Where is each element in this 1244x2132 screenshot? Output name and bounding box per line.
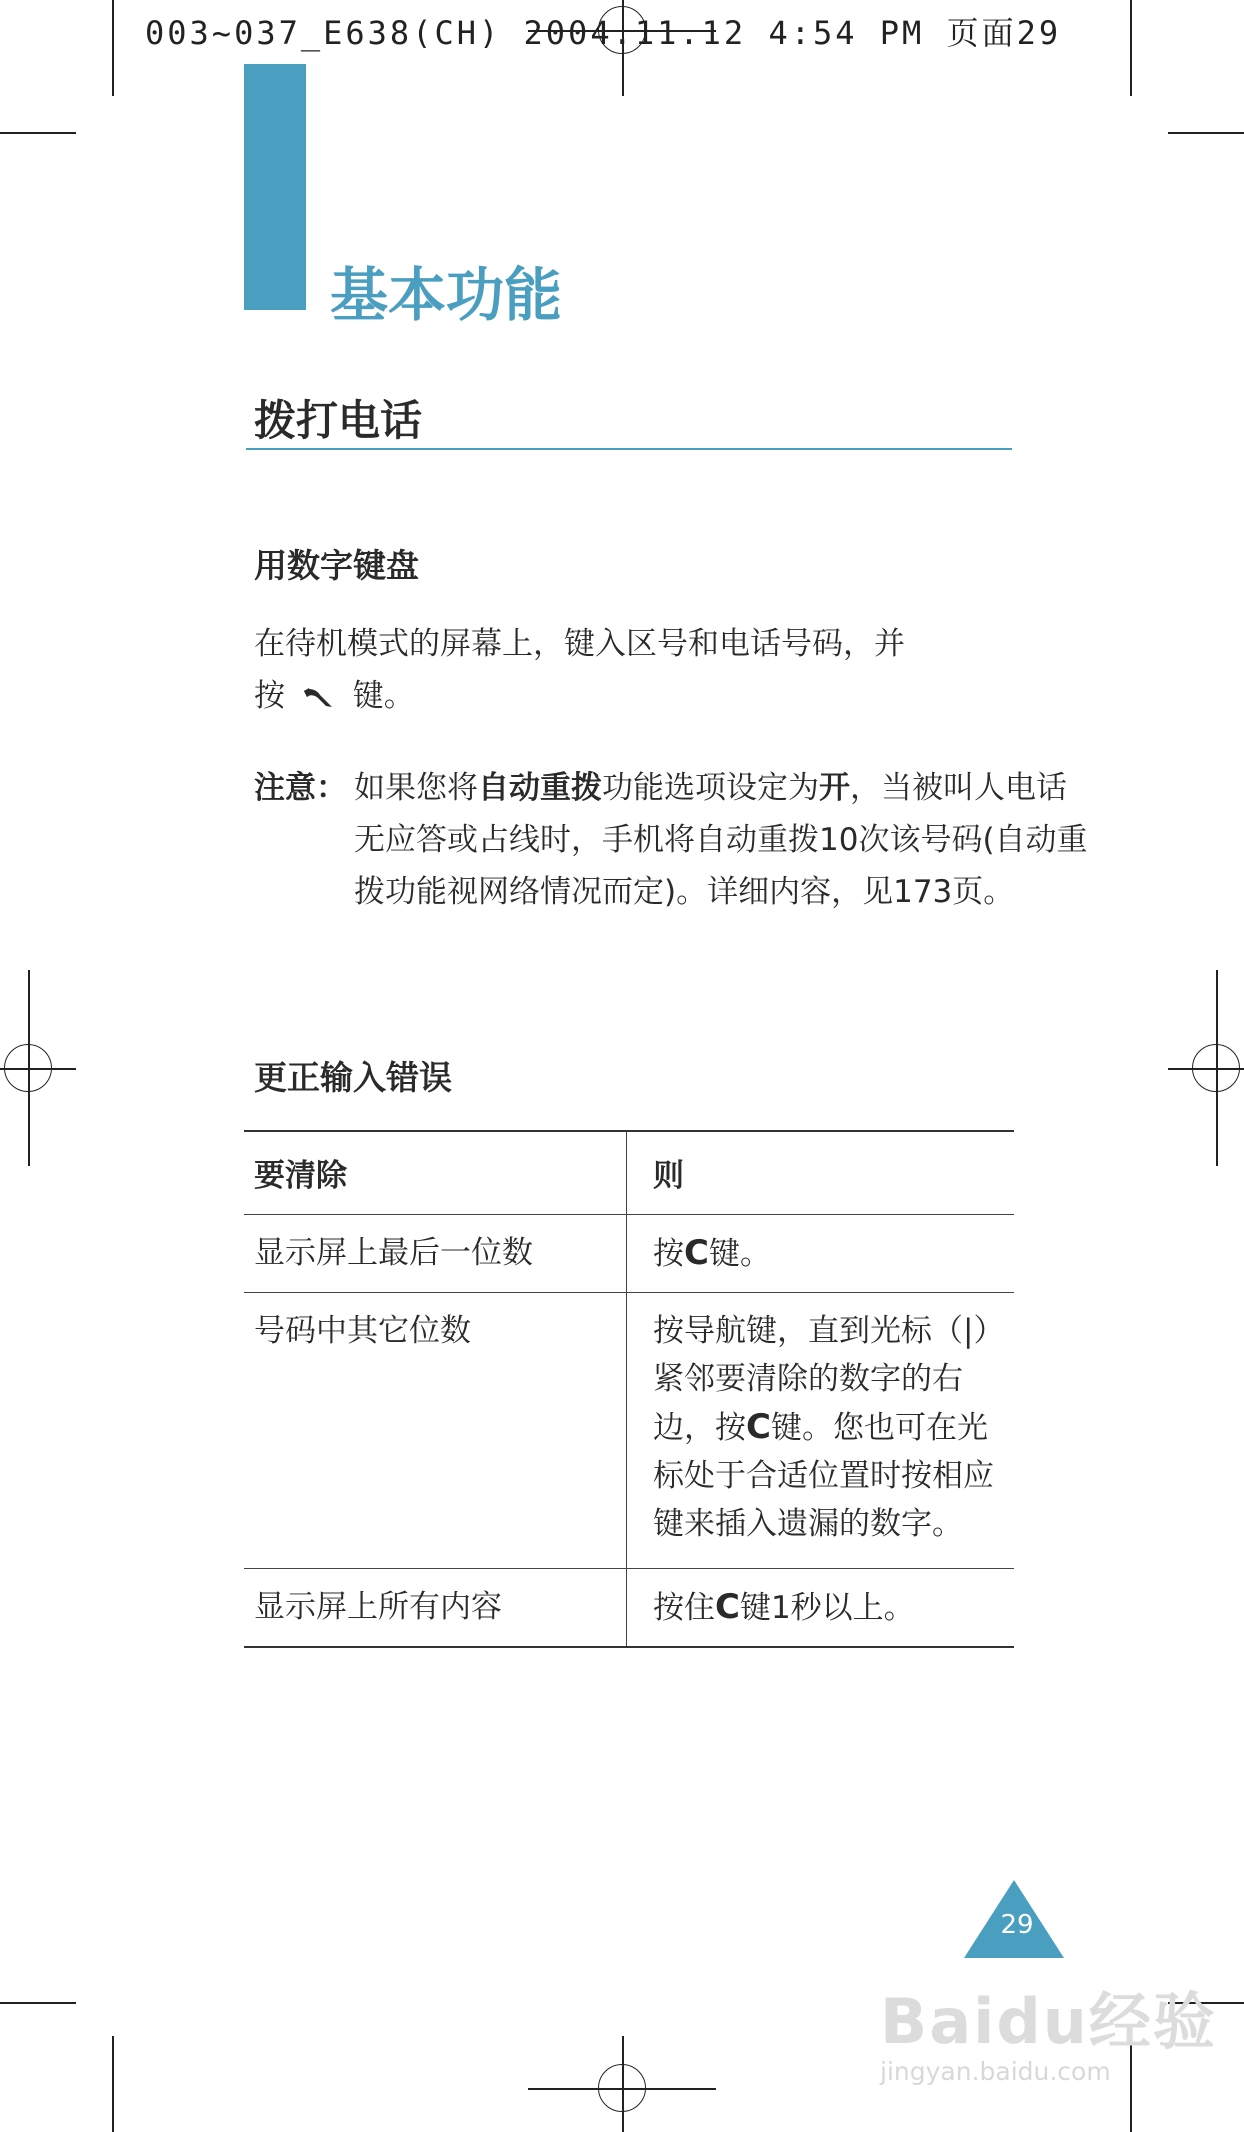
table-header-clear: 要清除 xyxy=(244,1131,627,1215)
keypad-heading: 用数字键盘 xyxy=(254,546,419,585)
table-cell: 显示屏上所有内容 xyxy=(244,1569,627,1648)
correct-errors-heading: 更正输入错误 xyxy=(254,1058,452,1097)
registration-mark-icon xyxy=(4,1044,52,1092)
chapter-title: 基本功能 xyxy=(330,261,563,329)
note-text: 如果您将 xyxy=(354,770,478,806)
cell-text: 键1秒以上。 xyxy=(739,1590,915,1626)
table-cell: 显示屏上最后一位数 xyxy=(244,1215,627,1293)
crop-mark xyxy=(112,0,114,96)
page-number: 29 xyxy=(1000,1910,1034,1940)
chapter-accent-bar xyxy=(244,64,306,310)
cell-text: 键。您也可在光标处于合适位置时按相应键来插入遗漏的数字。 xyxy=(653,1410,994,1542)
c-key-label: C xyxy=(684,1233,709,1273)
table-header-row xyxy=(244,1131,1014,1215)
registration-mark-icon xyxy=(598,2064,646,2112)
key-text: 键。 xyxy=(352,678,415,714)
section-title: 拨打电话 xyxy=(254,396,423,445)
note-text: 功能选项设定为 xyxy=(602,770,819,806)
keypad-line-2 xyxy=(254,670,1014,722)
registration-mark-icon xyxy=(1192,1044,1240,1092)
correction-table xyxy=(244,1130,1014,1648)
c-key-label: C xyxy=(715,1587,740,1627)
cell-text: 按住 xyxy=(653,1590,715,1626)
table-header-action: 则 xyxy=(627,1131,1015,1215)
watermark-logo: Baidu经验 xyxy=(880,1985,1217,2058)
print-header: 003~037_E638(CH) 2004.11.12 4:54 PM 页面29 xyxy=(145,14,1062,52)
press-text: 按 xyxy=(254,678,285,714)
watermark-url: jingyan.baidu.com xyxy=(880,2057,1111,2086)
auto-redial-term: 自动重拨 xyxy=(478,770,602,806)
send-key-icon xyxy=(301,686,337,710)
crop-mark xyxy=(0,132,76,134)
note-body xyxy=(354,762,1094,918)
table-row xyxy=(244,1293,1014,1569)
keypad-instructions xyxy=(254,618,1014,722)
note-text: ，当被叫人电话无应答或占线时，手机将自动重拨10次该号码(自动重拨功能视网络情况而定)。详细内容，见173页。 xyxy=(354,770,1088,910)
cell-text: 键。 xyxy=(708,1236,771,1272)
table-cell xyxy=(627,1215,1015,1293)
table-row xyxy=(244,1569,1014,1648)
table-cell xyxy=(627,1569,1015,1648)
on-term: 开 xyxy=(819,770,850,806)
cell-text: 按 xyxy=(653,1236,684,1272)
crop-mark xyxy=(1168,132,1244,134)
table-row xyxy=(244,1215,1014,1293)
table-cell: 号码中其它位数 xyxy=(244,1293,627,1569)
baidu-watermark xyxy=(880,1972,1217,2086)
crop-mark xyxy=(1130,0,1132,96)
section-divider xyxy=(246,448,1012,450)
keypad-line-1: 在待机模式的屏幕上，键入区号和电话号码，并 xyxy=(254,626,905,662)
table-cell xyxy=(627,1293,1015,1569)
note-label: 注意： xyxy=(254,770,347,806)
crop-mark xyxy=(112,2036,114,2132)
c-key-label: C xyxy=(746,1407,771,1447)
cell-text: 按导航键，直到光标（|）紧邻要清除的数字的右边，按 xyxy=(653,1313,989,1446)
crop-mark xyxy=(0,2002,76,2004)
